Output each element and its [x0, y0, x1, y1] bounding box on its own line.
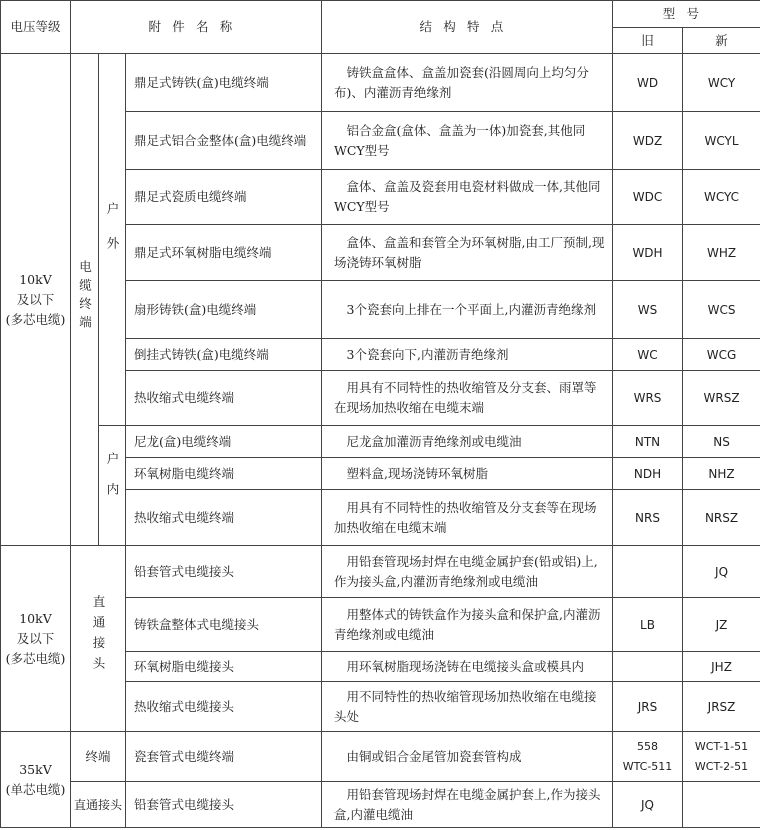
accessory-desc: 尼龙盒加灌沥青绝缘剂或电缆油	[322, 426, 613, 458]
accessory-name: 扇形铸铁(盒)电缆终端	[126, 281, 322, 339]
accessory-name: 热收缩式电缆终端	[126, 371, 322, 426]
table-row	[1, 732, 760, 782]
model-new: WCYC	[683, 170, 760, 225]
accessory-desc: 用不同特性的热收缩管现场加热收缩在电缆接头处	[322, 682, 613, 732]
group3-joint: 直通接头	[71, 782, 126, 828]
table-row	[1, 782, 760, 828]
accessory-desc: 由铜或铝合金尾管加瓷套管构成	[322, 732, 613, 782]
accessory-name: 环氧树脂电缆接头	[126, 652, 322, 682]
model-new	[683, 732, 760, 782]
voltage-line: 及以下	[16, 291, 55, 307]
model-new: JQ	[683, 546, 760, 598]
group2-voltage	[1, 546, 71, 732]
model-new-line: WCT-2-51	[694, 759, 749, 773]
model-old: WC	[613, 339, 683, 371]
group2-type-label: 直通接头	[91, 594, 106, 677]
model-old: NRS	[613, 490, 683, 546]
accessory-name: 铅套管式电缆接头	[126, 546, 322, 598]
model-new: NS	[683, 426, 760, 458]
model-new: NHZ	[683, 458, 760, 490]
model-old: LB	[613, 598, 683, 652]
accessory-desc: 用整体式的铸铁盒作为接头盒和保护盒,内灌沥青绝缘剂或电缆油	[322, 598, 613, 652]
accessory-name: 鼎足式铝合金整体(盒)电缆终端	[126, 112, 322, 170]
voltage-line: 及以下	[16, 630, 55, 646]
header-old: 旧	[613, 28, 683, 54]
accessory-desc: 铝合金盒(盒体、盒盖为一体)加瓷套,其他同WCY型号	[322, 112, 613, 170]
model-old: NDH	[613, 458, 683, 490]
model-old: WS	[613, 281, 683, 339]
group3-voltage	[1, 732, 71, 828]
model-new: WCS	[683, 281, 760, 339]
model-old: NTN	[613, 426, 683, 458]
model-new	[683, 782, 760, 828]
accessory-desc: 3个瓷套向下,内灌沥青绝缘剂	[322, 339, 613, 371]
model-new: WCY	[683, 54, 760, 112]
group1-type	[71, 54, 99, 546]
model-old	[613, 732, 683, 782]
model-old-line: 558	[637, 739, 659, 753]
accessory-desc: 用具有不同特性的热收缩管及分支套、雨罩等在现场加热收缩在电缆末端	[322, 371, 613, 426]
header-features: 结构特点	[322, 1, 613, 54]
model-old	[613, 546, 683, 598]
accessory-name: 瓷套管式电缆终端	[126, 732, 322, 782]
indoor-label	[99, 426, 126, 546]
header-voltage: 电压等级	[1, 1, 71, 54]
group1-voltage	[1, 54, 71, 546]
header-accessory-name: 附件名称	[71, 1, 322, 54]
model-old: JRS	[613, 682, 683, 732]
voltage-line: 10kV	[19, 610, 52, 626]
accessory-name: 铅套管式电缆接头	[126, 782, 322, 828]
model-old: WDC	[613, 170, 683, 225]
model-new: WCYL	[683, 112, 760, 170]
outdoor-text: 户外	[105, 202, 120, 271]
header-row-1	[1, 1, 760, 28]
group2-type	[71, 546, 126, 732]
model-old: WDZ	[613, 112, 683, 170]
voltage-line: (多芯电缆)	[5, 311, 66, 327]
group3-terminal: 终端	[71, 732, 126, 782]
accessory-desc: 用铅套管现场封焊在电缆金属护套(铅或铝)上,作为接头盒,内灌沥青绝缘剂或电缆油	[322, 546, 613, 598]
voltage-line: 10kV	[19, 271, 52, 287]
model-new: WHZ	[683, 225, 760, 281]
accessory-desc: 用具有不同特性的热收缩管及分支套等在现场加热收缩在电缆末端	[322, 490, 613, 546]
table-row	[1, 546, 760, 598]
accessory-desc: 铸铁盒盒体、盒盖加瓷套(沿圆周向上均匀分布)、内灌沥青绝缘剂	[322, 54, 613, 112]
accessory-name: 热收缩式电缆终端	[126, 490, 322, 546]
accessory-desc: 3个瓷套向上排在一个平面上,内灌沥青绝缘剂	[322, 281, 613, 339]
model-new: JRSZ	[683, 682, 760, 732]
model-old-line: WTC-511	[622, 759, 673, 773]
model-old: WRS	[613, 371, 683, 426]
model-new: WCG	[683, 339, 760, 371]
accessory-name: 环氧树脂电缆终端	[126, 458, 322, 490]
accessory-name: 鼎足式铸铁(盒)电缆终端	[126, 54, 322, 112]
model-old	[613, 652, 683, 682]
accessory-name: 铸铁盒整体式电缆接头	[126, 598, 322, 652]
accessory-desc: 用铅套管现场封焊在电缆金属护套上,作为接头盒,内灌电缆油	[322, 782, 613, 828]
model-new: JHZ	[683, 652, 760, 682]
accessory-name: 倒挂式铸铁(盒)电缆终端	[126, 339, 322, 371]
table-row	[1, 54, 760, 112]
model-new: WRSZ	[683, 371, 760, 426]
accessory-desc: 塑料盒,现场浇铸环氧树脂	[322, 458, 613, 490]
table-row	[1, 426, 760, 458]
accessory-name: 热收缩式电缆接头	[126, 682, 322, 732]
accessory-desc: 用环氧树脂现场浇铸在电缆接头盒或模具内	[322, 652, 613, 682]
outdoor-label	[99, 54, 126, 426]
header-model: 型号	[613, 1, 760, 28]
accessory-name: 鼎足式瓷质电缆终端	[126, 170, 322, 225]
group1-type-label: 电缆终端	[77, 259, 93, 334]
voltage-line: 35kV	[19, 761, 52, 777]
accessory-name: 尼龙(盒)电缆终端	[126, 426, 322, 458]
accessory-desc: 盒体、盒盖和套管全为环氧树脂,由工厂预制,现场浇铸环氧树脂	[322, 225, 613, 281]
model-new-line: WCT-1-51	[694, 739, 749, 753]
header-new: 新	[683, 28, 760, 54]
model-new: NRSZ	[683, 490, 760, 546]
model-old: WDH	[613, 225, 683, 281]
accessory-name: 鼎足式环氧树脂电缆终端	[126, 225, 322, 281]
voltage-line: (单芯电缆)	[5, 781, 66, 797]
indoor-text: 户内	[105, 452, 120, 513]
model-old: JQ	[613, 782, 683, 828]
model-new: JZ	[683, 598, 760, 652]
voltage-line: (多芯电缆)	[5, 650, 66, 666]
accessory-desc: 盒体、盒盖及瓷套用电瓷材料做成一体,其他同WCY型号	[322, 170, 613, 225]
model-old: WD	[613, 54, 683, 112]
